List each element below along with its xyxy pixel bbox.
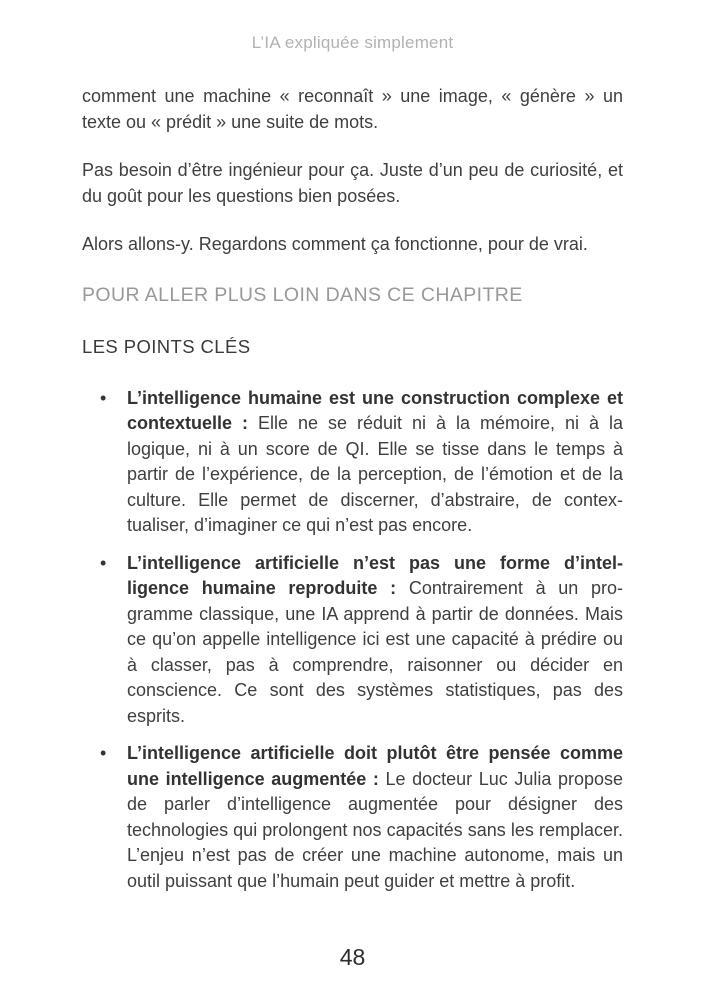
section-heading: POUR ALLER PLUS LOIN DANS CE CHAPITRE: [82, 283, 523, 306]
subheading-key-points: LES POINTS CLÉS: [82, 335, 251, 357]
body-paragraph: comment une machine « reconnaît » une image, « génère » un texte ou « prédit » une suite de mots.: [82, 86, 623, 132]
bullet-body: Le docteur Luc Julia propose de parler d’intelligence augmentée pour désigner des technologies qui prolongent nos capacités sans les remplacer. L’enjeu n’est pas de créer une machine autonome, mais un outil puissant que l’humain peut guider et mettre à profit.: [127, 768, 623, 891]
page-number: 48: [339, 944, 366, 970]
list-item: [127, 386, 623, 539]
list-item: [127, 741, 623, 894]
body-paragraph: Pas besoin d’être ingénieur pour ça. Juste d’un peu de curiosité, et du goût pour les questions bien posées.: [82, 160, 623, 206]
bullet-lead: L’intelligence artificielle doit plutôt être pensée comme une intelligence augmentée :: [127, 743, 623, 789]
bullet-body: Elle ne se réduit ni à la mémoire, ni à la logique, ni à un score de QI. Elle se tisse dans le temps à partir de l’expérience, de la perception, de l’émotion et de la culture. Elle permet de discerner, d’abstraire, de contextualiser, d’imaginer ce qui n’est pas encore.: [127, 413, 623, 535]
running-header: L’IA expliquée simplement: [251, 33, 454, 52]
bullet-lead: L’intelligence artificielle n’est pas une forme d’intelligence humaine reproduite :: [127, 552, 623, 598]
page-content: [0, 84, 705, 894]
body-paragraph: Alors allons-y. Regardons comment ça fonctionne, pour de vrai.: [82, 234, 588, 254]
bullet-lead: L’intelligence humaine est une construction complexe et contextuelle :: [127, 387, 623, 433]
key-points-list: [82, 386, 623, 895]
bullet-body: Contrairement à un programme classique, une IA apprend à partir de données. Mais ce qu’on appelle intelligence ici est une capacité à prédire ou à classer, pas à comprendre, raisonner ou décider en conscience. Ce sont des systèmes statistiques, pas des esprits.: [127, 578, 623, 726]
list-item: [127, 551, 623, 730]
